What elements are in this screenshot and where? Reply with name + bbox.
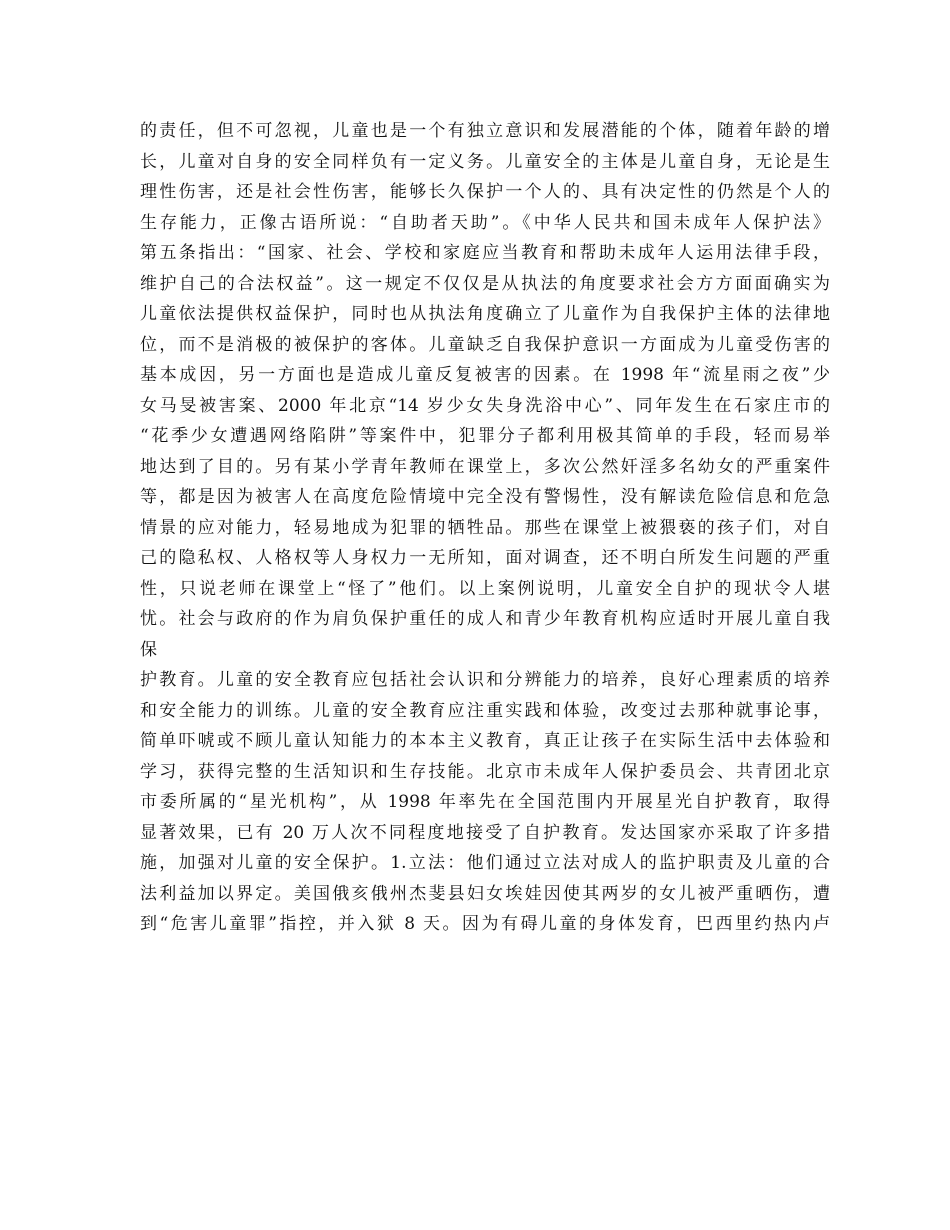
text-line: 第五条指出：“国家、社会、学校和家庭应当教育和帮助未成年人运用法律手段，	[140, 243, 830, 263]
text-line: 女马旻被害案、2000 年北京“14 岁少女失身洗浴中心”、同年发生在石家庄市的	[140, 395, 830, 416]
text-line: 施，加强对儿童的安全保护。1.立法：他们通过立法对成人的监护职责及儿童的合	[140, 853, 830, 873]
body-text	[140, 116, 830, 940]
text-line: 儿童依法提供权益保护，同时也从执法角度确立了儿童作为自我保护主体的法律地	[140, 304, 830, 324]
text-line: 护教育。儿童的安全教育应包括社会认识和分辨能力的培养，良好心理素质的培养	[140, 670, 830, 690]
text-line: 长，儿童对自身的安全同样负有一定义务。儿童安全的主体是儿童自身，无论是生	[140, 151, 830, 172]
text-line: 简单吓唬或不顾儿童认知能力的本本主义教育，真正让孩子在实际生活中去体验和	[140, 731, 830, 751]
text-line: 维护自己的合法权益”。这一规定不仅仅是从执法的角度要求社会方方面面确实为	[140, 273, 830, 294]
text-line: 地达到了目的。另有某小学青年教师在课堂上，多次公然奸淫多名幼女的严重案件	[140, 456, 830, 477]
text-line: 法利益加以界定。美国俄亥俄州杰斐县妇女埃娃因使其两岁的女儿被严重晒伤，遭	[140, 883, 830, 904]
text-line: 等，都是因为被害人在高度危险情境中完全没有警惕性，没有解读危险信息和危急	[140, 487, 830, 507]
text-line: “花季少女遭遇网络陷阱”等案件中，犯罪分子都利用极其简单的手段，轻而易举	[140, 426, 830, 446]
text-line: 的责任，但不可忽视，儿童也是一个有独立意识和发展潜能的个体，随着年龄的增	[140, 121, 830, 141]
text-line: 基本成因，另一方面也是造成儿童反复被害的因素。在 1998 年“流星雨之夜”少	[140, 365, 830, 385]
text-line: 理性伤害，还是社会性伤害，能够长久保护一个人的、具有决定性的仍然是个人的	[140, 182, 830, 202]
text-line: 位，而不是消极的被保护的客体。儿童缺乏自我保护意识一方面成为儿童受伤害的	[140, 334, 830, 355]
text-line: 保	[140, 639, 157, 660]
text-line: 己的隐私权、人格权等人身权力一无所知，面对调查，还不明白所发生问题的严重	[140, 548, 830, 568]
text-line: 生存能力，正像古语所说：“自助者天助”。《中华人民共和国未成年人保护法》	[140, 212, 830, 233]
text-line: 和安全能力的训练。儿童的安全教育应注重实践和体验，改变过去那种就事论事，	[140, 700, 830, 721]
text-line: 显著效果，已有 20 万人次不同程度地接受了自护教育。发达国家亦采取了许多措	[140, 822, 830, 843]
text-line: 学习，获得完整的生活知识和生存技能。北京市未成年人保护委员会、共青团北京	[140, 761, 830, 782]
text-line: 情景的应对能力，轻易地成为犯罪的牺牲品。那些在课堂上被猥亵的孩子们，对自	[140, 517, 830, 538]
text-line: 到“危害儿童罪”指控，并入狱 8 天。因为有碍儿童的身体发育，巴西里约热内卢	[140, 914, 830, 934]
text-line: 市委所属的“星光机构”，从 1998 年率先在全国范围内开展星光自护教育，取得	[140, 792, 830, 812]
text-line: 忧。社会与政府的作为肩负保护重任的成人和青少年教育机构应适时开展儿童自我	[140, 609, 830, 629]
text-line: 性，只说老师在课堂上“怪了”他们。以上案例说明，儿童安全自护的现状令人堪	[140, 578, 830, 599]
